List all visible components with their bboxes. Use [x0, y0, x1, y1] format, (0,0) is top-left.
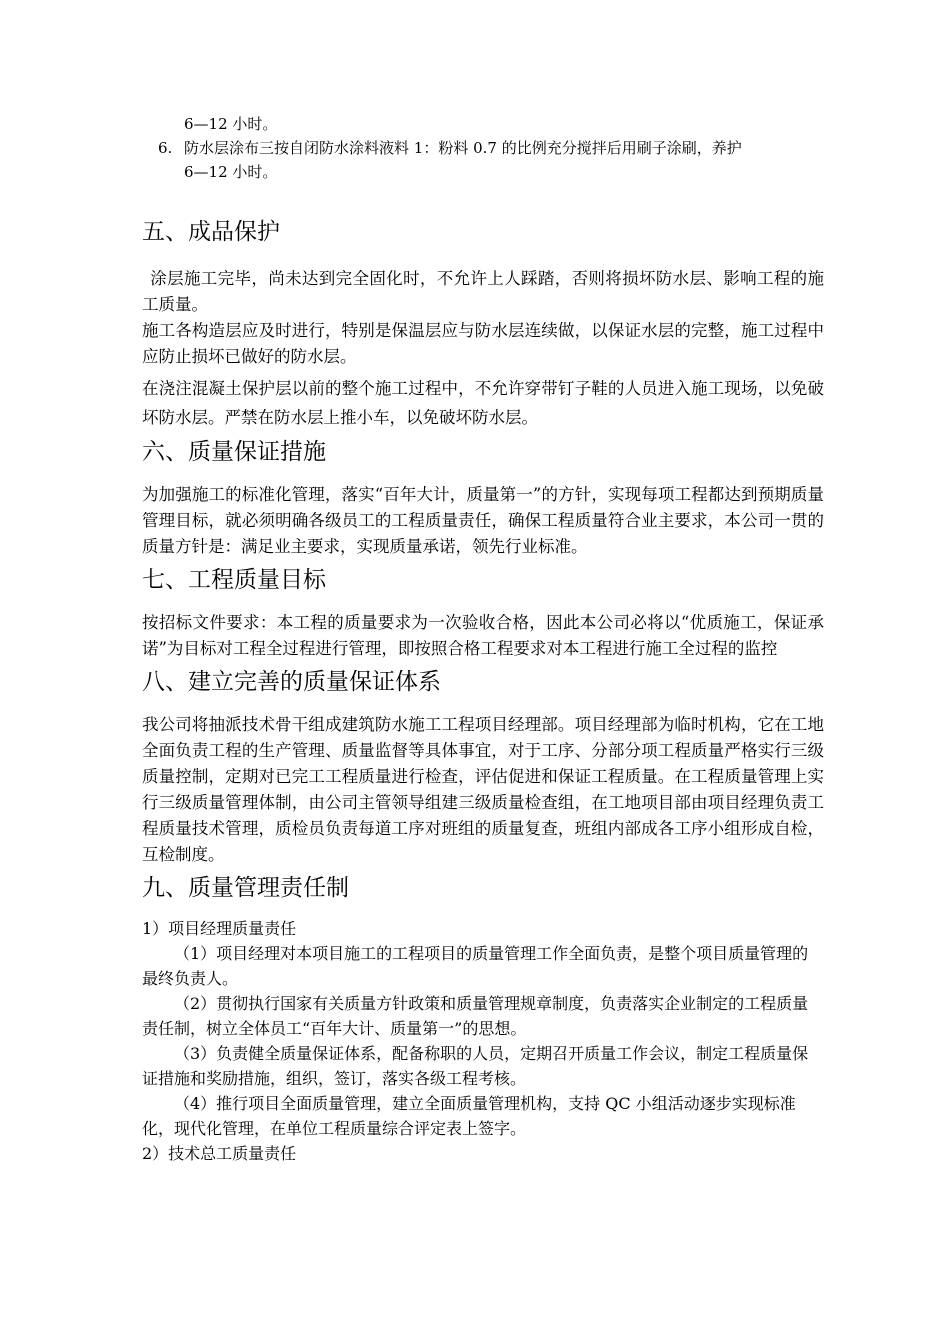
- subheading: 1）项目经理质量责任: [142, 919, 297, 938]
- paragraph: 在浇注混凝土保护层以前的整个施工过程中，不允许穿带钉子鞋的人员进入施工现场，以免破坏防水层。严禁在防水层上推小车，以免破坏防水层。: [142, 379, 824, 427]
- list-item: （4）推行项目全面质量管理，建立全面质量管理机构，支持 QC 小组活动逐步实现标准化，现代化管理，在单位工程质量综合评定表上签字。: [142, 1094, 796, 1138]
- section-heading-8: 八、建立完善的质量保证体系: [142, 669, 441, 695]
- section-heading-6: 六、质量保证措施: [142, 439, 326, 465]
- section-heading-5: 五、成品保护: [142, 219, 280, 245]
- list-item: （2）贯彻执行国家有关质量方针政策和质量管理规章制度，负责落实企业制定的工程质量责任制，树立全体员工“百年大计、质量第一”的思想。: [142, 994, 809, 1038]
- section-heading-9: 九、质量管理责任制: [142, 875, 349, 901]
- list-item-text: 防水层涂布三按自闭防水涂料液料 1：粉料 0.7 的比例充分搅拌后用刷子涂刷，养护: [184, 139, 742, 157]
- subheading: 2）技术总工质量责任: [142, 1144, 297, 1163]
- list-item: （1）项目经理对本项目施工的工程项目的质量管理工作全面负责，是整个项目质量管理的最终负责人。: [142, 944, 809, 988]
- paragraph: 涂层施工完毕，尚未达到完全固化时，不允许上人踩踏，否则将损坏防水层、影响工程的施工质量。: [142, 269, 824, 314]
- list-item-continuation: 6—12 小时。: [184, 163, 278, 181]
- list-item-6: [142, 136, 824, 160]
- section-heading-7: 七、工程质量目标: [142, 567, 326, 593]
- paragraph: 施工各构造层应及时进行，特别是保温层应与防水层连续做，以保证水层的完整，施工过程中应防止损坏已做好的防水层。: [142, 321, 824, 366]
- list-item: （3）负责健全质量保证体系，配备称职的人员，定期召开质量工作会议，制定工程质量保证措施和奖励措施，组织，签订，落实各级工程考核。: [142, 1044, 809, 1088]
- list-item-continuation: 6—12 小时。: [184, 115, 278, 133]
- paragraph: 为加强施工的标准化管理，落实“百年大计，质量第一”的方针，实现每项工程都达到预期质量管理目标，就必须明确各级员工的工程质量责任，确保工程质量符合业主要求，本公司一贯的质量方针是：满足业主要求，实现质量承诺，领先行业标准。: [142, 485, 824, 556]
- paragraph: 我公司将抽派技术骨干组成建筑防水施工工程项目经理部。项目经理部为临时机构，它在工地全面负责工程的生产管理、质量监督等具体事宜，对于工序、分部分项工程质量严格实行三级质量控制，定期对已完工工程质量进行检查，评估促进和保证工程质量。在工程质量管理上实行三级质量管理体制，由公司主管领导组建三级质量检查组，在工地项目部由项目经理负责工程质量技术管理，质检员负责每道工序对班组的质量复查，班组内部成各工序小组形成自检，互检制度。: [142, 715, 824, 864]
- paragraph: 按招标文件要求：本工程的质量要求为一次验收合格，因此本公司必将以“优质施工，保证承诺”为目标对工程全过程进行管理，即按照合格工程要求对本工程进行施工全过程的监控: [142, 613, 824, 658]
- list-item-number: 6.: [158, 139, 173, 157]
- document-body: [142, 112, 824, 1166]
